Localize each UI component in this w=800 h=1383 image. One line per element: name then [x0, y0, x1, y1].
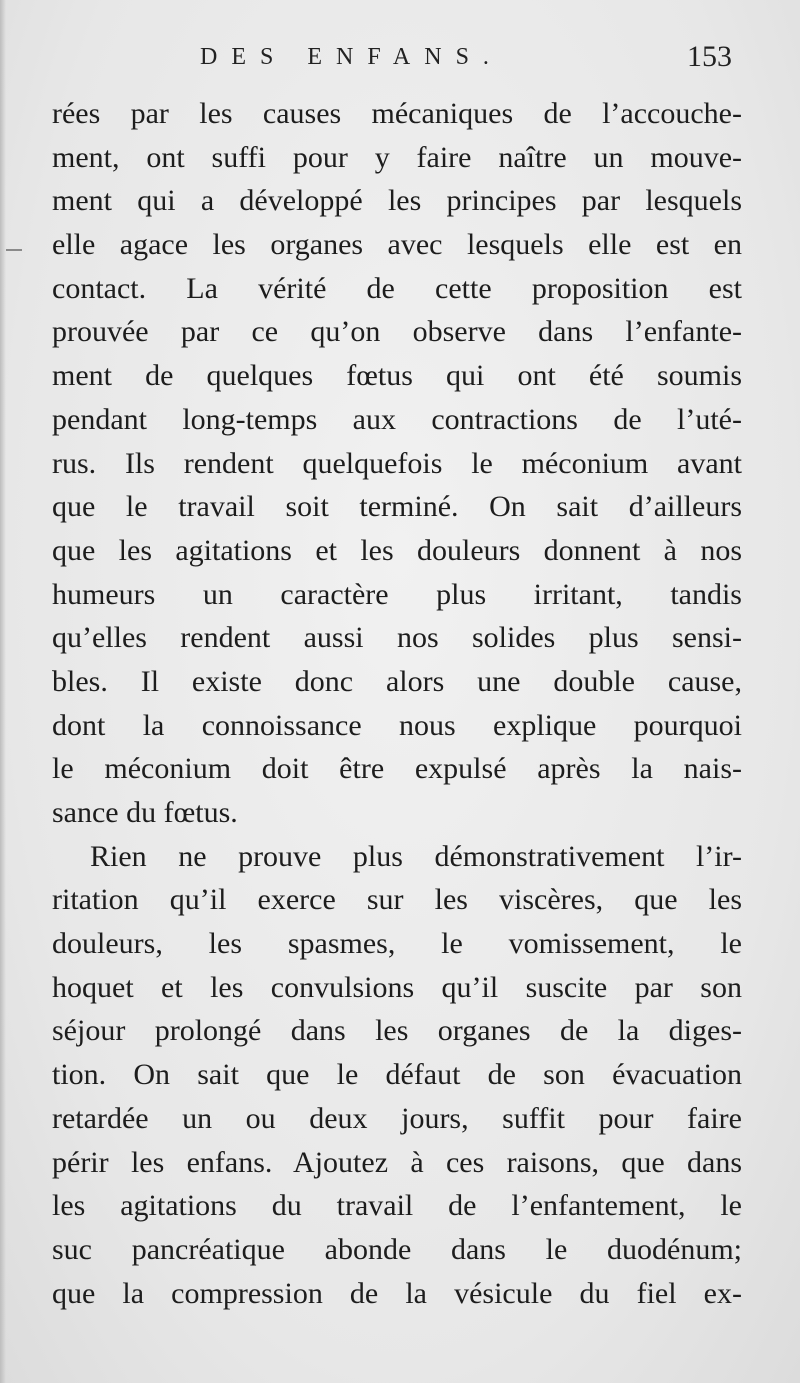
text-line: prouvée par ce qu’on observe dans l’enfante-	[52, 315, 742, 349]
text-line: que les agitations et les douleurs donnent à nos	[52, 533, 742, 567]
running-head: DES ENFANS.	[200, 44, 503, 70]
text-line: douleurs, les spasmes, le vomissement, le	[52, 927, 742, 961]
text-line: sance du fœtus.	[52, 796, 238, 829]
text-line: hoquet et les convulsions qu’il suscite par son	[52, 970, 742, 1004]
body-text	[52, 92, 742, 1315]
text-line: Rien ne prouve plus démonstrativement l’ir-	[90, 839, 742, 873]
page-number: 153	[687, 40, 732, 73]
text-line: pendant long-temps aux contractions de l’uté-	[52, 402, 742, 436]
text-line: qu’elles rendent aussi nos solides plus sensi-	[52, 621, 742, 655]
text-line: suc pancréatique abonde dans le duodénum;	[52, 1232, 742, 1266]
text-line: ment de quelques fœtus qui ont été soumis	[52, 359, 742, 393]
text-line: les agitations du travail de l’enfantement, le	[52, 1189, 742, 1223]
text-line: rées par les causes mécaniques de l’accouche-	[52, 97, 742, 130]
page-header	[0, 40, 800, 84]
text-line: ment, ont suffi pour y faire naître un mouve-	[52, 140, 742, 174]
text-line: retardée un ou deux jours, suffit pour faire	[52, 1101, 742, 1135]
text-line: bles. Il existe donc alors une double cause,	[52, 664, 742, 698]
text-line: que la compression de la vésicule du fiel ex-	[52, 1276, 742, 1310]
text-line: dont la connoissance nous explique pourquoi	[52, 708, 742, 742]
text-line: ment qui a développé les principes par lesquels	[52, 184, 742, 218]
text-line: contact. La vérité de cette proposition est	[52, 271, 742, 305]
text-line: ritation qu’il exerce sur les viscères, que les	[52, 883, 742, 917]
paragraph-2	[52, 835, 742, 1316]
text-line: que le travail soit terminé. On sait d’ailleurs	[52, 490, 742, 524]
margin-mark	[6, 249, 22, 251]
paragraph-1	[52, 92, 742, 835]
text-line: humeurs un caractère plus irritant, tandis	[52, 577, 742, 611]
text-line: séjour prolongé dans les organes de la diges-	[52, 1014, 742, 1048]
text-line: elle agace les organes avec lesquels elle est en	[52, 228, 742, 262]
page-gutter-shadow	[0, 0, 6, 1383]
text-line: périr les enfans. Ajoutez à ces raisons, que dans	[52, 1145, 742, 1179]
text-line: le méconium doit être expulsé après la nais-	[52, 752, 742, 786]
text-line: rus. Ils rendent quelquefois le méconium avant	[52, 446, 742, 480]
text-line: tion. On sait que le défaut de son évacuation	[52, 1058, 742, 1092]
